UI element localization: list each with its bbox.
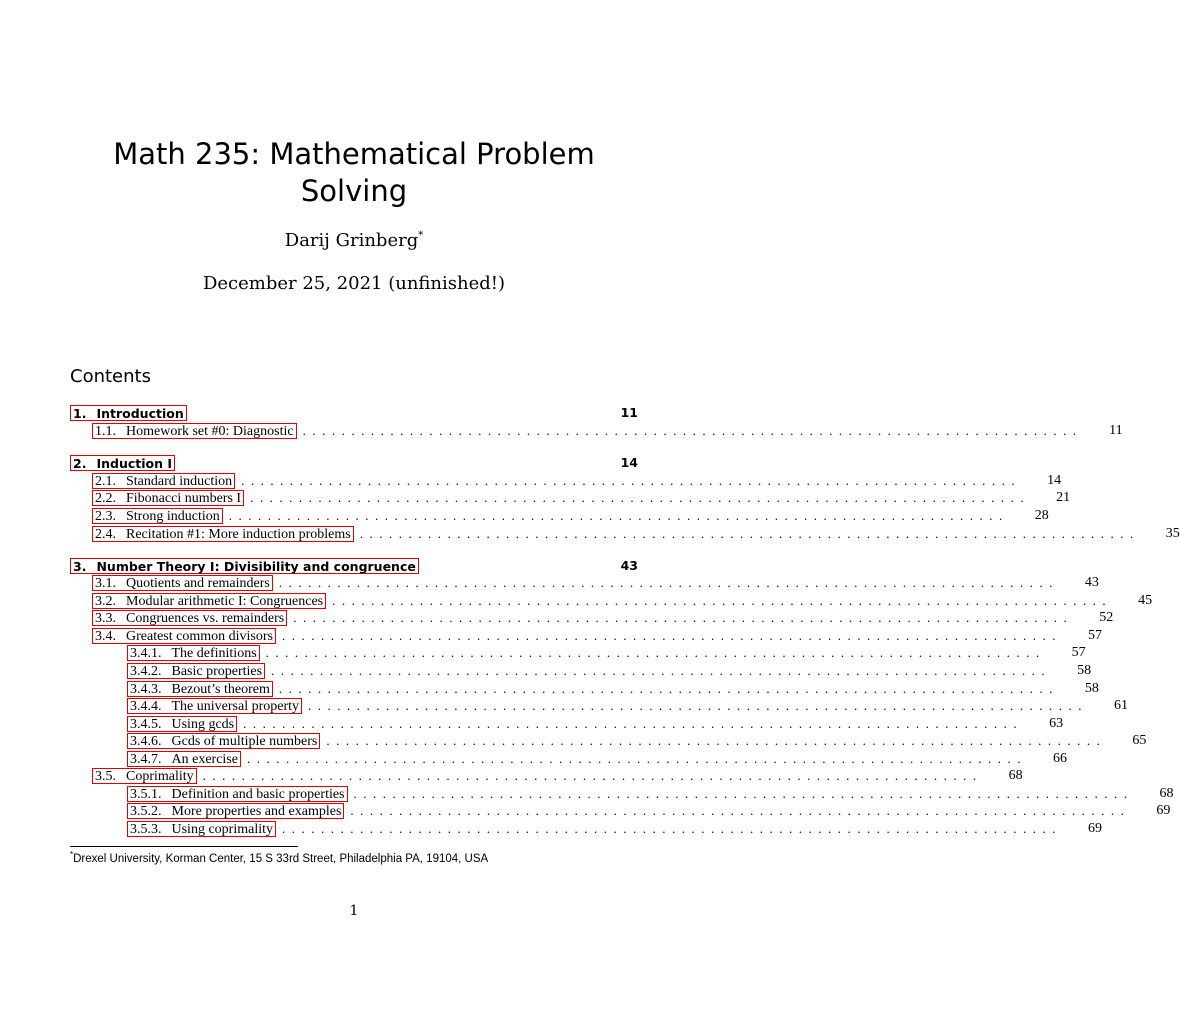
toc-subsubsection-row [127, 802, 1171, 820]
toc-subsubsection-row [127, 697, 1129, 715]
toc-subsubsection-row [127, 732, 1147, 750]
toc-link[interactable] [70, 558, 419, 574]
toc-number: 2.4. [95, 527, 116, 542]
toc-subsection-row [92, 525, 1180, 543]
toc-subsection-row [92, 507, 1049, 525]
toc-number: 1.1. [95, 424, 116, 439]
toc-leader-dots: ................................................................................ [326, 733, 1107, 748]
toc-leader-dots: ................................................................................ [281, 628, 1062, 643]
page-number: 1 [349, 903, 359, 919]
document-date: December 25, 2021 (unfinished!) [202, 273, 506, 294]
toc-link[interactable] [92, 473, 235, 489]
toc-number: 3.4. [95, 629, 116, 644]
toc-subsubsection-row [127, 750, 1067, 768]
toc-number: 3. [73, 559, 87, 574]
toc-link[interactable] [127, 751, 241, 767]
toc-leader-dots: ................................................................................ [265, 645, 1046, 660]
toc-subsection-row [92, 592, 1153, 610]
toc-subsection-row [92, 767, 1023, 785]
toc-title: Definition and basic properties [171, 787, 345, 802]
title-line-1: Math 235: Mathematical Problem [113, 137, 595, 171]
toc-leader-dots: ................................................................................ [228, 508, 1009, 523]
toc-link[interactable] [127, 786, 348, 802]
toc-link[interactable] [70, 455, 175, 471]
toc-number: 3.4.5. [130, 717, 162, 732]
toc-number: 2. [73, 456, 87, 471]
toc-leader-dots: ................................................................................ [282, 821, 1062, 836]
toc-page-number: 52 [1099, 610, 1114, 625]
toc-section-row [70, 454, 638, 472]
toc-number: 2.2. [95, 491, 116, 506]
toc-leader-dots: ................................................................................ [241, 473, 1022, 488]
toc-page-number: 35 [1165, 526, 1180, 541]
toc-number: 3.4.2. [130, 664, 162, 679]
toc-leader-dots: ................................................................................ [350, 803, 1131, 818]
toc-link[interactable] [127, 698, 302, 714]
author [0, 230, 708, 251]
toc-section-row [70, 404, 638, 422]
toc-subsection-row [92, 472, 1062, 490]
footnote [70, 850, 488, 865]
toc-title: Using coprimality [171, 822, 273, 837]
toc-title: Basic properties [171, 664, 263, 679]
toc-subsubsection-row [127, 680, 1099, 698]
toc-link[interactable] [127, 681, 273, 697]
toc-subsubsection-row [127, 662, 1092, 680]
toc-title: Number Theory I: Divisibility and congruence [96, 559, 416, 574]
toc-leader-dots: ................................................................................ [246, 751, 1027, 766]
document-title [60, 136, 648, 210]
toc-leader-dots: ................................................................................ [293, 610, 1074, 625]
toc-page-number: 69 [1156, 803, 1171, 818]
toc-link[interactable] [127, 645, 260, 661]
toc-title: Using gcds [171, 717, 235, 732]
footnote-text: Drexel University, Korman Center, 15 S 33rd Street, Philadelphia PA, 19104, USA [73, 852, 489, 865]
toc-page-number: 28 [1034, 508, 1049, 523]
toc-link[interactable] [92, 423, 297, 439]
toc-title: Coprimality [126, 769, 194, 784]
toc-leader-dots: ................................................................................ [308, 698, 1089, 713]
toc-title: Standard induction [126, 474, 233, 489]
toc-page-number: 14 [620, 455, 638, 470]
toc-leader-dots: ................................................................................ [302, 423, 1083, 438]
toc-page-number: 58 [1084, 681, 1099, 696]
toc-title: Induction I [96, 456, 173, 471]
toc-page-number: 69 [1088, 821, 1102, 836]
toc-leader-dots: ................................................................................ [243, 716, 1024, 731]
toc-page-number: 14 [1047, 473, 1062, 488]
contents-heading: Contents [70, 366, 151, 387]
toc-title: Homework set #0: Diagnostic [126, 424, 294, 439]
toc-number: 3.4.6. [130, 734, 162, 749]
toc-number: 3.5.2. [130, 804, 162, 819]
toc-leader-dots: ................................................................................ [278, 575, 1059, 590]
toc-subsection-row [92, 627, 1102, 645]
toc-link[interactable] [92, 768, 197, 784]
toc-link[interactable] [92, 575, 273, 591]
toc-title: Introduction [96, 406, 184, 421]
toc-page-number: 58 [1077, 663, 1092, 678]
toc-link[interactable] [92, 526, 354, 542]
toc-link[interactable] [70, 405, 187, 421]
toc-page-number: 43 [620, 558, 638, 573]
toc-number: 3.5.1. [130, 787, 162, 802]
toc-title: The definitions [171, 646, 257, 661]
toc-title: Bezout’s theorem [171, 682, 270, 697]
toc-subsubsection-row [127, 715, 1064, 733]
toc-title: Fibonacci numbers I [126, 491, 242, 506]
toc-page-number: 63 [1049, 716, 1064, 731]
toc-title: Greatest common divisors [126, 629, 273, 644]
toc-page-number: 61 [1114, 698, 1129, 713]
toc-subsubsection-row [127, 785, 1174, 803]
toc-leader-dots: ................................................................................ [250, 490, 1031, 505]
toc-number: 3.2. [95, 594, 116, 609]
toc-title: Strong induction [126, 509, 220, 524]
toc-leader-dots: ................................................................................ [359, 526, 1140, 541]
footnote-mark: * [70, 850, 74, 859]
toc-section-row [70, 557, 638, 575]
toc-page-number: 68 [1008, 768, 1023, 783]
title-line-2: Solving [300, 174, 408, 208]
toc-title: Quotients and remainders [126, 576, 270, 591]
toc-link[interactable] [92, 628, 276, 644]
toc-number: 3.4.3. [130, 682, 162, 697]
toc-title: More properties and examples [171, 804, 342, 819]
toc-title: The universal property [171, 699, 300, 714]
toc-leader-dots: ................................................................................ [278, 681, 1059, 696]
toc-number: 3.5.3. [130, 822, 162, 837]
footnote-rule [70, 846, 298, 847]
toc-link[interactable] [127, 803, 344, 819]
toc-subsection-row [92, 609, 1114, 627]
author-name: Darij Grinberg [284, 230, 419, 251]
toc-link[interactable] [127, 663, 265, 679]
author-footnote-mark[interactable]: * [418, 230, 424, 241]
toc-number: 3.5. [95, 769, 116, 784]
toc-link[interactable] [92, 508, 223, 524]
toc-page-number: 45 [1138, 593, 1153, 608]
toc-number: 3.3. [95, 611, 116, 626]
toc-link[interactable] [127, 716, 237, 732]
toc-number: 1. [73, 406, 87, 421]
toc-link[interactable] [92, 593, 326, 609]
toc-number: 3.4.7. [130, 752, 162, 767]
toc-title: Modular arithmetic I: Congruences [126, 594, 324, 609]
toc-leader-dots: ................................................................................ [353, 786, 1134, 801]
toc-number: 3.4.4. [130, 699, 162, 714]
toc-leader-dots: ................................................................................ [202, 768, 983, 783]
toc-subsubsection-row [127, 820, 1102, 838]
toc-page-number: 21 [1056, 490, 1071, 505]
toc-title: Congruences vs. remainders [126, 611, 285, 626]
toc-page-number: 57 [1087, 628, 1102, 643]
toc-page-number: 43 [1084, 575, 1099, 590]
toc-link[interactable] [127, 821, 276, 837]
toc-leader-dots: ................................................................................ [332, 593, 1113, 608]
toc-link[interactable] [127, 733, 320, 749]
toc-link[interactable] [92, 490, 244, 506]
toc-page-number: 66 [1052, 751, 1067, 766]
toc-page-number: 11 [620, 405, 638, 420]
toc-title: Recitation #1: More induction problems [126, 527, 351, 542]
toc-subsubsection-row [127, 644, 1086, 662]
toc-link[interactable] [92, 610, 287, 626]
toc-subsection-row [92, 574, 1099, 592]
toc-number: 2.3. [95, 509, 116, 524]
toc-title: An exercise [171, 752, 238, 767]
toc-leader-dots: ................................................................................ [271, 663, 1052, 678]
toc-title: Gcds of multiple numbers [171, 734, 318, 749]
toc-page-number: 68 [1159, 786, 1174, 801]
toc-number: 3.4.1. [130, 646, 162, 661]
toc-page-number: 11 [1109, 423, 1123, 438]
toc-subsection-row [92, 489, 1071, 507]
toc-number: 3.1. [95, 576, 116, 591]
toc-page-number: 57 [1071, 645, 1086, 660]
toc-number: 2.1. [95, 474, 116, 489]
toc-page-number: 65 [1132, 733, 1147, 748]
toc-subsection-row [92, 422, 1123, 440]
